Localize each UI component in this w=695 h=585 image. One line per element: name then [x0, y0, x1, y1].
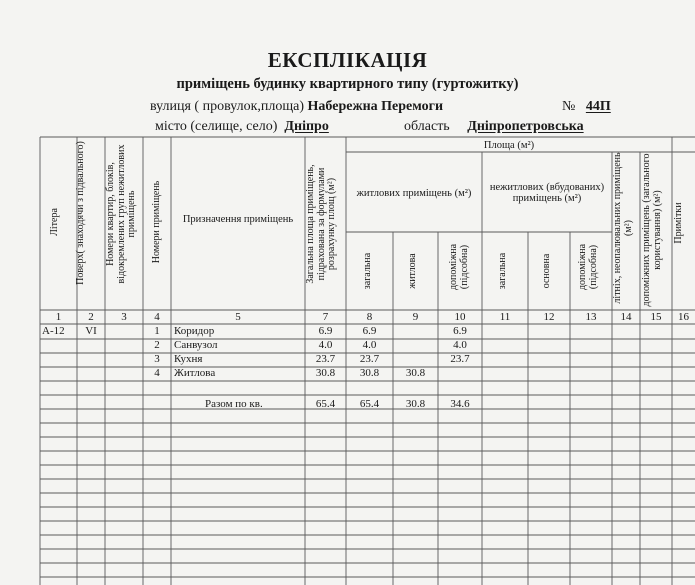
row-room-number: 4 — [154, 367, 160, 379]
total-label: Разом по кв. — [205, 398, 263, 410]
column-number: 4 — [154, 311, 160, 323]
row-total-area: 30.8 — [315, 367, 336, 379]
col-header-living-aux: допоміжна (підсобна) — [448, 243, 470, 291]
total-living-living: 30.8 — [405, 398, 426, 410]
row-living-general: 30.8 — [359, 367, 380, 379]
row-litera: А-12 — [42, 325, 65, 337]
document-title: ЕКСПЛІКАЦІЯ — [267, 48, 428, 72]
col-header-floor: Поверх( знаходячи з підвального) — [75, 141, 86, 285]
column-number: 11 — [499, 311, 511, 323]
row-floor: VI — [85, 325, 97, 337]
row-living-aux: 6.9 — [453, 325, 467, 337]
row-total-area: 6.9 — [318, 325, 333, 337]
row-room-number: 1 — [154, 325, 160, 337]
row-purpose: Житлова — [174, 367, 216, 379]
column-number: 3 — [121, 311, 127, 323]
row-living-aux: 4.0 — [453, 339, 467, 351]
col-header-living-total: загальна — [362, 252, 373, 290]
city-value: Дніпро — [284, 119, 329, 134]
region-label: область — [404, 119, 450, 134]
col-header-living-group: житлових приміщень (м²) — [356, 188, 472, 199]
col-header-nonliving-aux: допоміжна (підсобна) — [577, 243, 599, 291]
city-label: місто (селище, село) — [155, 119, 278, 134]
row-total-area: 4.0 — [318, 339, 333, 351]
col-header-summer: літніх, неопалювальних приміщень (м²) — [612, 152, 634, 304]
row-room-number: 2 — [154, 339, 160, 351]
col-header-litera: Літера — [49, 208, 60, 236]
col-header-living-living: житлова — [407, 253, 418, 289]
row-total-area: 23.7 — [315, 353, 336, 365]
column-number: 5 — [235, 311, 241, 323]
column-number: 7 — [322, 311, 329, 323]
region-value: Дніпропетровська — [467, 119, 584, 134]
col-header-nonliving-total: загальна — [497, 252, 508, 290]
street-label: вулиця ( провулок,площа) — [150, 99, 305, 114]
column-number: 2 — [88, 311, 94, 323]
row-room-number: 3 — [154, 353, 160, 365]
row-purpose: Кухня — [174, 353, 203, 365]
column-number: 12 — [543, 311, 555, 323]
street-value: Набережна Перемоги — [307, 99, 444, 114]
col-header-nonliving-main: основна — [541, 253, 552, 289]
col-header-apartment: Номери квартир, блоків, відокремлених груп нежитлових приміщень — [105, 144, 137, 284]
col-header-area-group: Площа (м²) — [483, 140, 535, 151]
row-living-general: 6.9 — [362, 325, 377, 337]
column-number: 9 — [412, 311, 419, 323]
column-number: 8 — [366, 311, 373, 323]
column-number: 16 — [678, 311, 689, 323]
col-header-common: допоміжних приміщень (загального користування) (м²) — [641, 153, 663, 307]
col-header-purpose: Призначення приміщень — [182, 214, 294, 225]
column-number: 1 — [55, 311, 62, 323]
row-living-living: 30.8 — [405, 367, 426, 379]
column-number: 10 — [454, 311, 466, 323]
total-area-value: 65.4 — [315, 398, 336, 410]
total-living-aux: 34.6 — [450, 398, 470, 410]
row-living-general: 23.7 — [359, 353, 380, 365]
col-header-notes: Примітки — [673, 202, 684, 244]
col-header-nonliving-group: нежитлових (вбудованих) приміщень (м²) — [489, 182, 605, 204]
column-number: 15 — [650, 311, 662, 323]
col-header-room-number: Номери приміщень — [151, 180, 162, 264]
row-purpose: Санвузол — [174, 339, 218, 351]
row-purpose: Коридор — [174, 325, 215, 337]
column-number: 14 — [620, 311, 632, 323]
column-number: 13 — [585, 311, 597, 323]
document-subtitle: приміщень будинку квартирного типу (гуртожитку) — [176, 76, 519, 92]
row-living-aux: 23.7 — [450, 353, 470, 365]
row-living-general: 4.0 — [362, 339, 377, 351]
total-living-general: 65.4 — [359, 398, 380, 410]
number-label: № — [562, 99, 576, 114]
col-header-total-area: Загальна площа приміщень, підрахована за формулами розрахунку площ (м²) — [305, 164, 337, 284]
number-value: 44П — [585, 99, 611, 114]
